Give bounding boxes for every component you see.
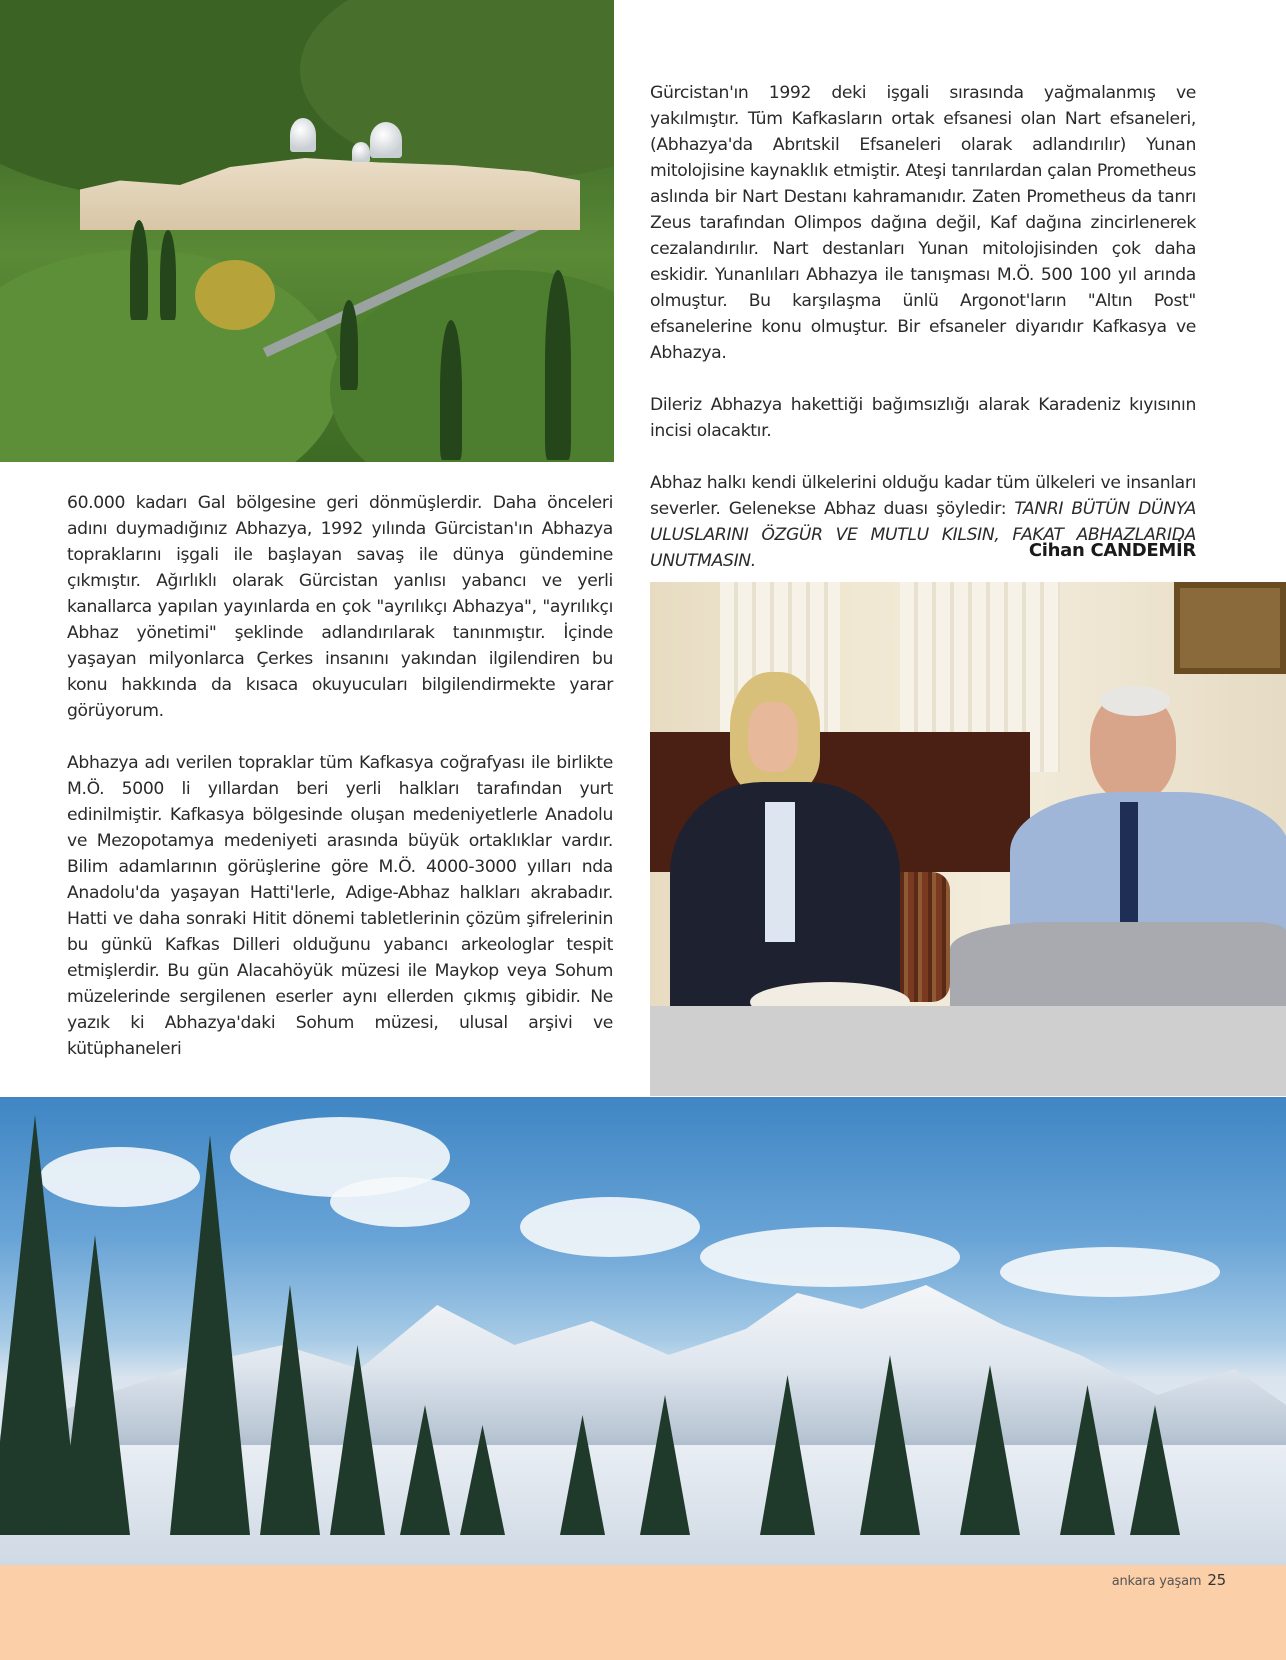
paragraph: 60.000 kadarı Gal bölgesine geri dönmüşlerdir. Daha önceleri adını duymadığınız Abhazya, 1992 yılında Gürcistan'ın Abhazya topraklarını işgali ile başlayan savaş ile dünya gündemine çıkmıştır. Ağırlıklı olarak Gürcistan yanlısı yabancı ve yerli kanallarca yapılan yayınlarda en çok "ayrılıkçı Abhazya", "ayrılıkçı Abhaz yönetimi" şeklinde adlandırılarak tanınmıştır. İçinde yaşayan milyonlarca Çerkes insanını yakından ilgilendiren bu konu hakkında da kısaca okuyucuları bilgilendirmekte yarar görüyorum. <box>67 493 613 721</box>
footer-label <box>1112 1571 1226 1589</box>
monastery-photo <box>0 0 614 462</box>
page-number: 25 <box>1207 1571 1226 1589</box>
footer-band <box>0 1565 1286 1660</box>
mountain-panorama-photo <box>0 1097 1286 1565</box>
author-name: Cihan CANDEMİR <box>1028 540 1196 561</box>
right-text-column <box>650 80 1196 574</box>
paragraph-lead: Abhaz halkı kendi ülkelerini olduğu kadar tüm ülkeleri ve insanları severler. Gelenekse Abhaz duası şöyledir: <box>650 473 1196 519</box>
interview-photo <box>650 582 1286 1006</box>
paragraph: Abhazya adı verilen topraklar tüm Kafkasya coğrafyası ile birlikte M.Ö. 5000 li yıllardan beri yerli halkları tarafından yurt edinilmiştir. Kafkasya bölgesinde oluşan medeniyetlerle Anadolu ve Mezopotamya medeniyeti arasında büyük ortaklıklar vardır. Bilim adamlarının görüşlerine göre M.Ö. 4000-3000 yılları nda Anadolu'da yaşayan Hatti'lerle, Adige-Abhaz halkları akrabadır. Hatti ve daha sonraki Hitit dönemi tabletlerinin çözüm şifrelerinin bu günkü Kafkas Dilleri olduğunu yabancı arkeologlar tespit etmişlerdir. Bu gün Alacahöyük müzesi ile Maykop veya Sohum müzelerinde sergilenen eserler aynı ellerden çıkmış gibidir. Ne yazık ki Abhazya'daki Sohum müzesi, ulusal arşivi ve kütüphaneleri <box>67 753 613 1059</box>
paragraph: Gürcistan'ın 1992 deki işgali sırasında yağmalanmış ve yakılmıştır. Tüm Kafkasların ortak efsanesi olan Nart efsaneleri, (Abhazya'da Abrıtskil Efsaneleri olarak adlandırılır) Yunan mitolojisine kaynaklık etmiştir. Ateşi tanrılardan çalan Prometheus aslında bir Nart Destanı kahramanıdır. Zaten Prometheus da tanrı Zeus tarafından Olimpos dağına değil, Kaf dağına zincirlenerek cezalandırılır. Nart destanları Yunan mitolojisinden çok daha eskidir. Yunanlıları Abhazya ile tanışması M.Ö. 500 100 yıl arında olmuştur. Bu karşılaşma ünlü Argonot'ların "Altın Post" efsanelerine konu olmuştur. Bir efsaneler diyarıdır Kafkasya ve Abhazya. <box>650 83 1196 363</box>
man-figure <box>950 692 1286 1006</box>
abhaz-prayer: TANRI BÜTÜN DÜNYA ULUSLARINI ÖZGÜR VE MUTLU KILSIN, FAKAT ABHAZLARIDA UNUTMASIN. <box>650 499 1196 571</box>
left-text-column <box>67 490 613 1062</box>
magazine-name: ankara yaşam <box>1111 1574 1202 1589</box>
woman-figure <box>670 672 900 1002</box>
paragraph: Dileriz Abhazya hakettiği bağımsızlığı alarak Karadeniz kıyısının incisi olacaktır. <box>650 395 1196 441</box>
photo-caption-band <box>650 1006 1286 1096</box>
